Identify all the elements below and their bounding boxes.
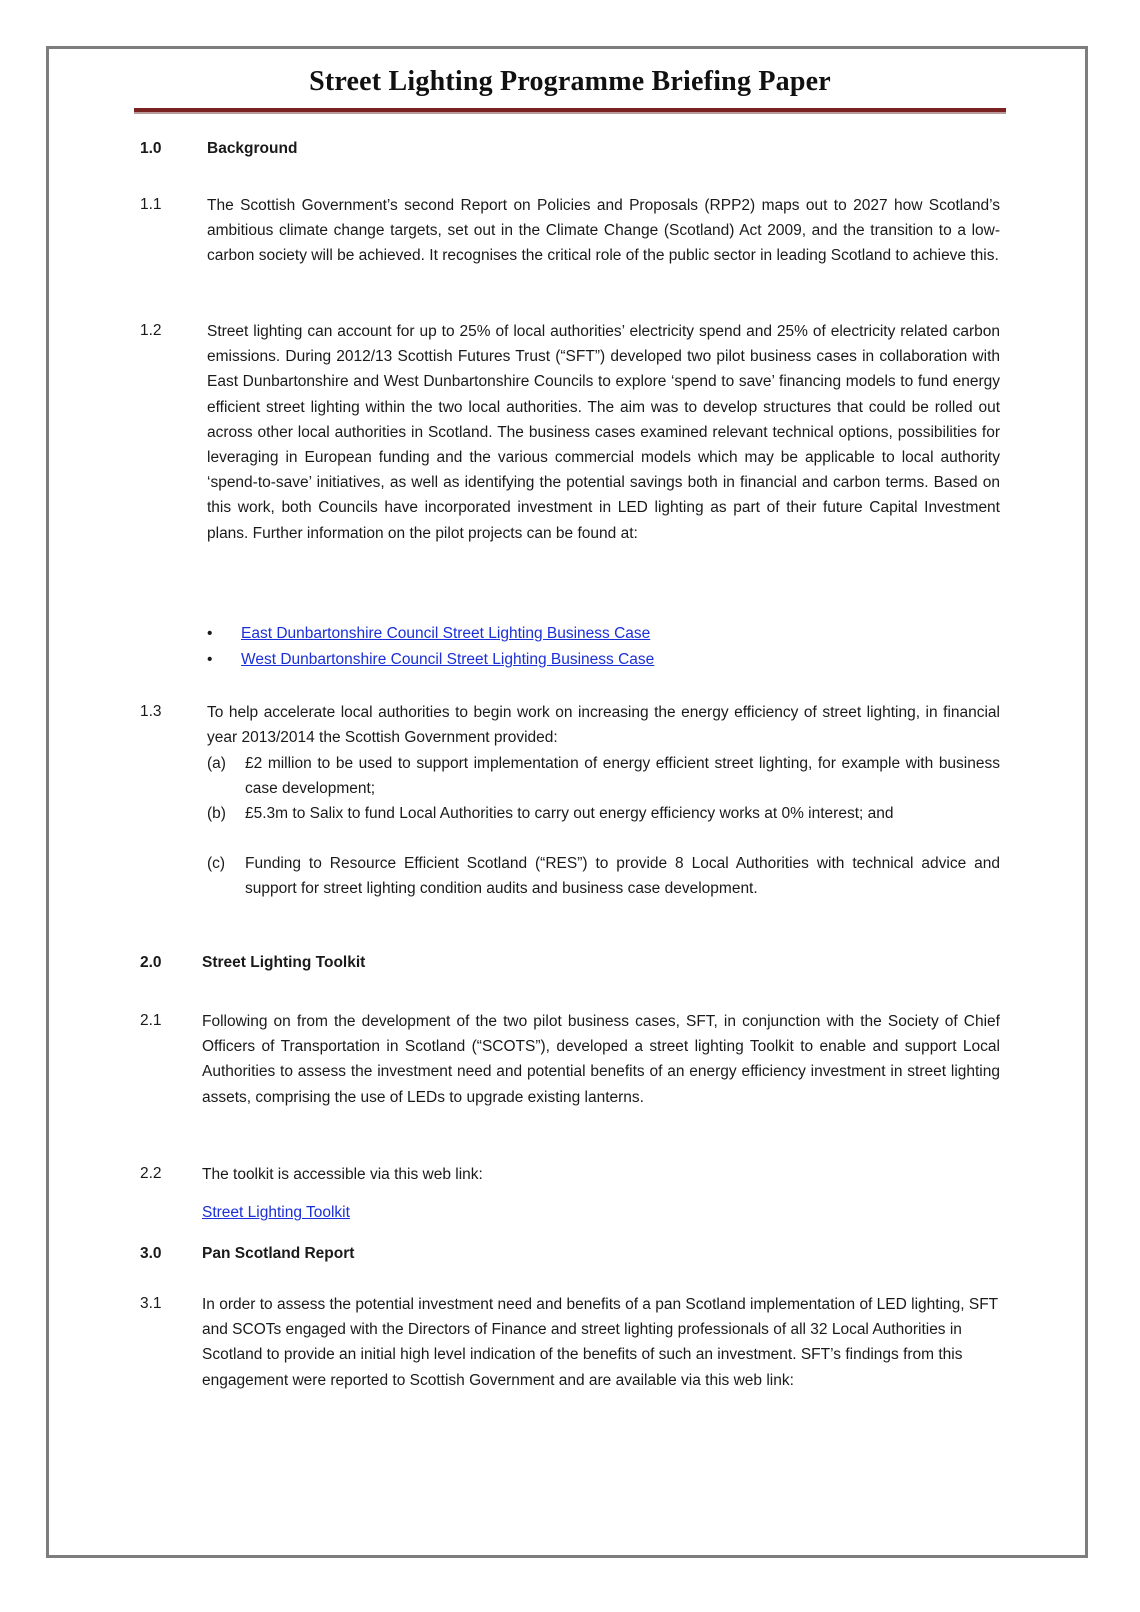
- item-text: £5.3m to Salix to fund Local Authorities to carry out energy efficiency works at 0% interest; and: [245, 805, 894, 822]
- item-label: (b): [207, 805, 226, 822]
- paragraph-number: 2.2: [140, 1165, 162, 1182]
- paragraph-number: 2.1: [140, 1012, 162, 1029]
- paragraph-2-2: The toolkit is accessible via this web link:: [202, 1166, 483, 1183]
- item-text: £2 million to be used to support implementation of energy efficient street lighting, for example with business case development;: [245, 755, 1000, 798]
- paragraph-2-1: Following on from the development of the two pilot business cases, SFT, in conjunction with the Society of Chief Officers of Transportation in Scotland (“SCOTS”), developed a street lighting Toolkit to enable and support Local Authorities to assess the investment need and potential benefits of an energy efficiency investment in street lighting assets, comprising the use of LEDs to upgrade existing lanterns.: [202, 1013, 1000, 1106]
- paragraph-1-3: To help accelerate local authorities to begin work on increasing the energy efficiency of street lighting, in financial year 2013/2014 the Scottish Government provided:: [207, 704, 1000, 747]
- section-heading-background: Background: [207, 140, 298, 157]
- section-number: 1.0: [140, 140, 162, 157]
- document-title: Street Lighting Programme Briefing Paper: [309, 66, 831, 97]
- paragraph-number: 1.1: [140, 196, 162, 213]
- item-label: (c): [207, 855, 226, 872]
- item-label: (a): [207, 755, 226, 772]
- item-text: Funding to Resource Efficient Scotland (“RES”) to provide 8 Local Authorities with technical advice and support for street lighting condition audits and business case development.: [245, 855, 1000, 898]
- paragraph-1-2: Street lighting can account for up to 25% of local authorities’ electricity spend and 25% of electricity related carbon emissions. During 2012/13 Scottish Futures Trust (“SFT”) developed two pilot business cases in collaboration with East Dunbartonshire and West Dunbartonshire Councils to explore ‘spend to save’ financing models to fund energy efficient street lighting within the two local authorities. The aim was to develop structures that could be rolled out across other local authorities in Scotland. The business cases examined relevant technical options, possibilities for leveraging in European funding and the various commercial models which may be applicable to local authority ‘spend-to-save’ initiatives, as well as identifying the potential savings both in financial and carbon terms. Based on this work, both Councils have incorporated investment in LED lighting as part of their future Capital Investment plans. Further information on the pilot projects can be found at:: [207, 323, 1000, 542]
- section-number: 2.0: [140, 954, 162, 971]
- paragraph-1-1: The Scottish Government’s second Report on Policies and Proposals (RPP2) maps out to 2027 how Scotland’s ambitious climate change targets, set out in the Climate Change (Scotland) Act 2009, and the transition to a low-carbon society will be achieved. It recognises the critical role of the public sector in leading Scotland to achieve this.: [207, 197, 1000, 265]
- paragraph-number: 3.1: [140, 1295, 162, 1312]
- bullet-icon: •: [207, 651, 213, 668]
- west-dunbartonshire-link[interactable]: West Dunbartonshire Council Street Lighting Business Case: [241, 651, 655, 668]
- paragraph-number: 1.2: [140, 322, 162, 339]
- street-lighting-toolkit-link[interactable]: Street Lighting Toolkit: [202, 1204, 350, 1221]
- east-dunbartonshire-link[interactable]: East Dunbartonshire Council Street Lighting Business Case: [241, 625, 651, 642]
- section-heading-toolkit: Street Lighting Toolkit: [202, 954, 366, 971]
- bullet-icon: •: [207, 625, 213, 642]
- section-number: 3.0: [140, 1245, 162, 1262]
- paragraph-3-1: In order to assess the potential investment need and benefits of a pan Scotland implementation of LED lighting, SFT and SCOTs engaged with the Directors of Finance and street lighting professionals of all 32 Local Authorities in Scotland to provide an initial high level indication of the benefits of such an investment. SFT’s findings from this engagement were reported to Scottish Government and are available via this web link:: [202, 1296, 998, 1389]
- title-rule: [134, 108, 1006, 114]
- paragraph-number: 1.3: [140, 703, 162, 720]
- section-heading-pan-scotland: Pan Scotland Report: [202, 1245, 355, 1262]
